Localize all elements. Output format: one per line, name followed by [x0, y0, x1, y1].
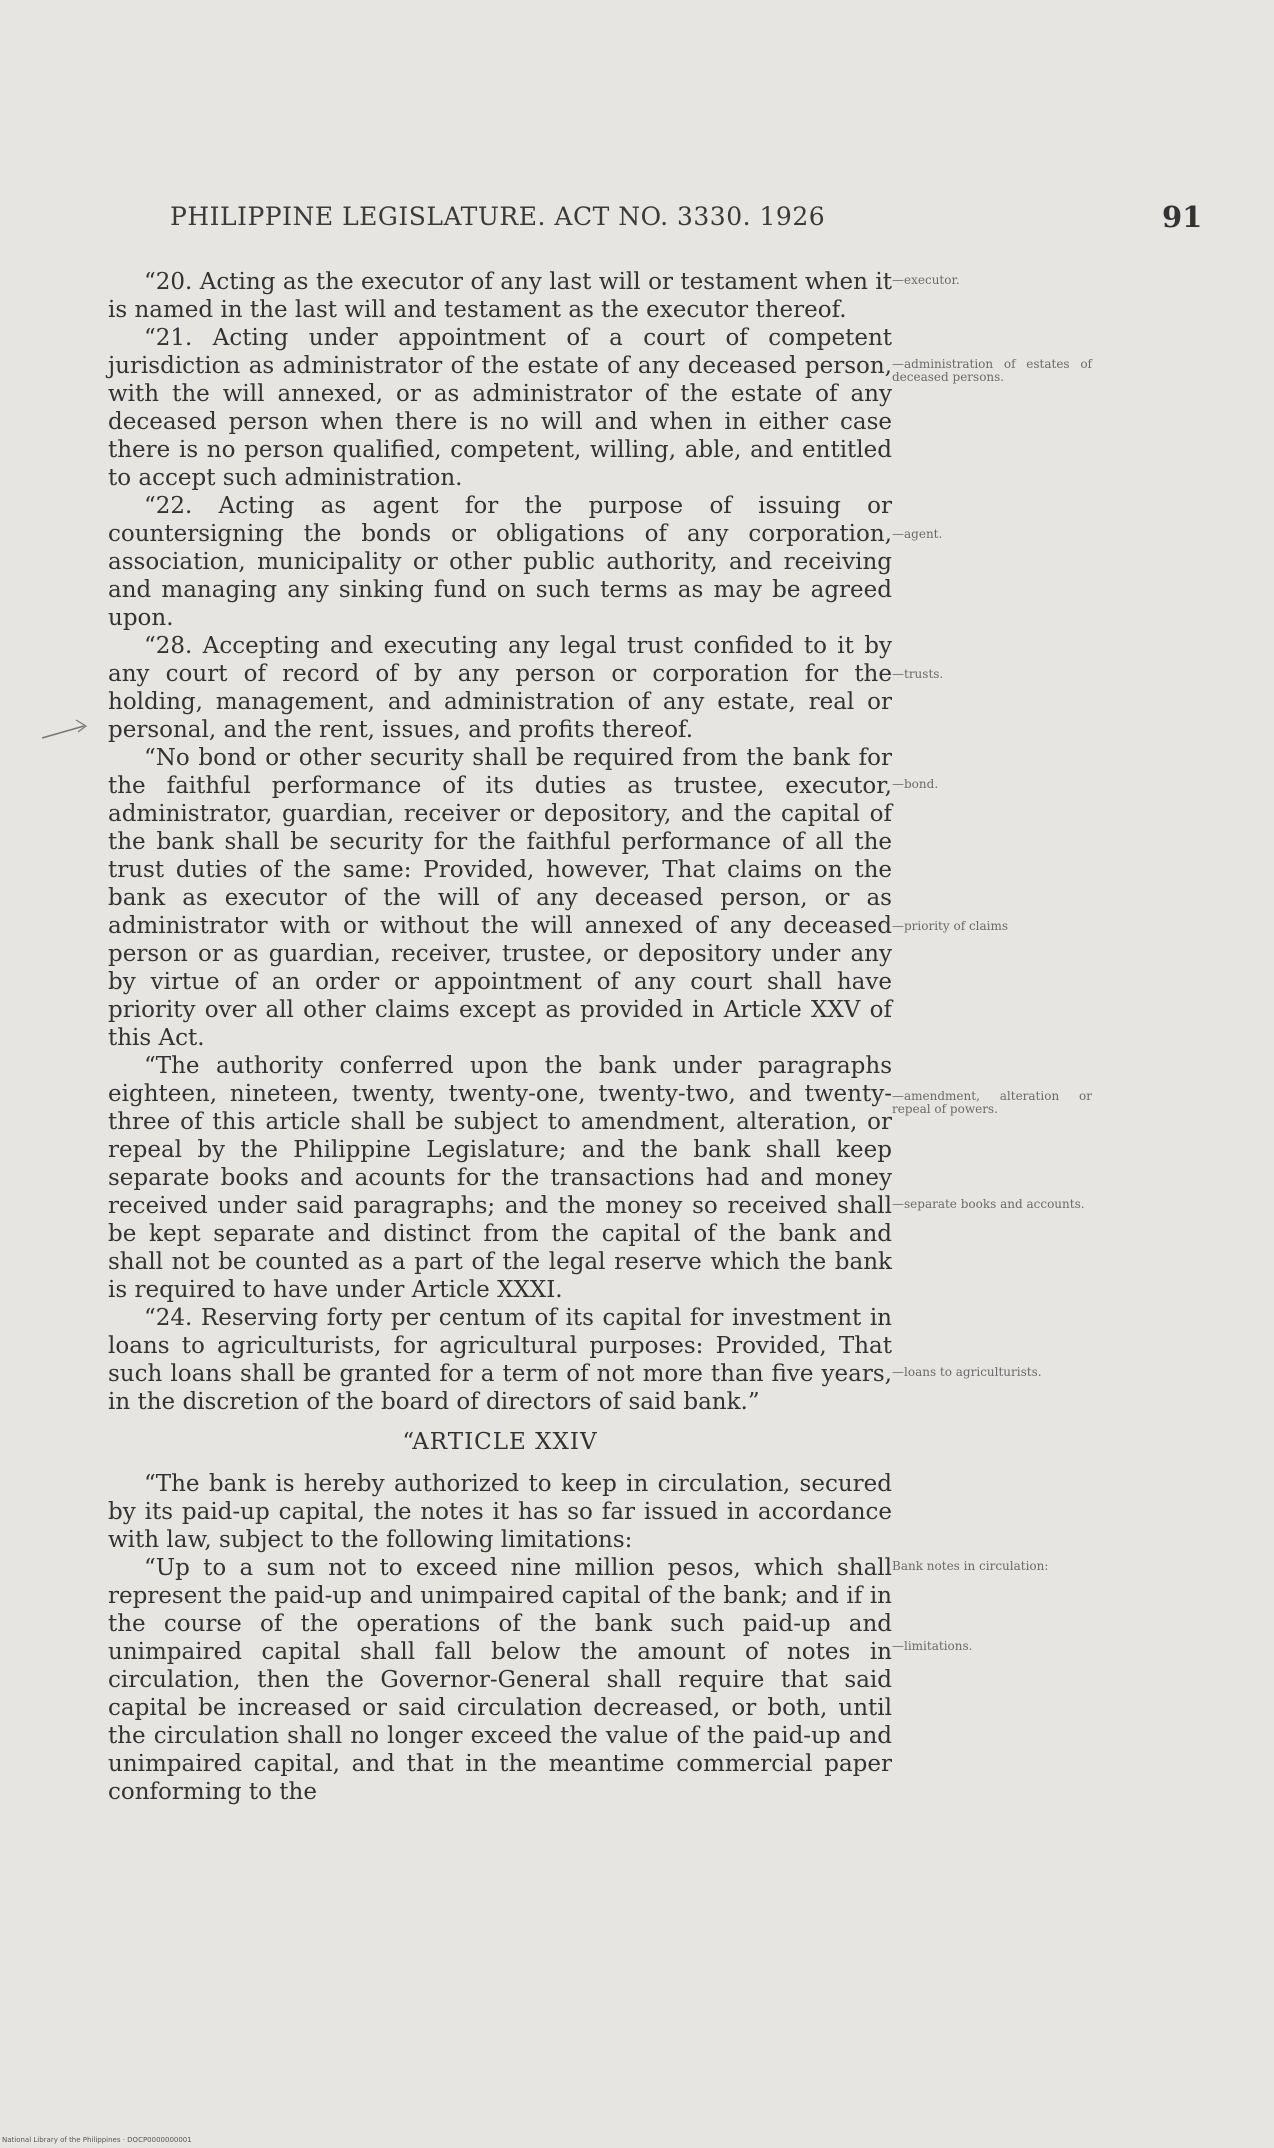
margin-note-limitations: —limitations. — [892, 1639, 973, 1653]
margin-note-executor: —executor. — [892, 273, 960, 287]
margin-note-amendment: —amendment, alteration or repeal of powers. — [892, 1089, 1092, 1116]
paragraph-circulation: “The bank is hereby authorized to keep in circulation, secured by its paid-up capital, the notes it has so far issued in accordance with law, subject to the following limitations: — [108, 1471, 892, 1553]
paragraph-limitations: “Up to a sum not to exceed nine million pesos, which shall represent the paid-up and unimpaired capital of the bank; and if in the course of the operations of the bank such paid-up and unimpaired capital shall fall below the amount of notes in circulation, then the Governor-General shall require that said capital be increased or said circulation decreased, or both, until the circulation shall no longer exceed the value of the paid-up and unimpaired capital, and that in the meantime commercial paper conforming to the — [108, 1555, 892, 1805]
paragraph-21: “21. Acting under appointment of a court of competent jurisdiction as administrator of the estate of any deceased person, with the will annexed, or as administrator of the estate of any deceased person when there is no will and when in either case there is no person qualified, competent, willing, able, and entitled to accept such administration. — [108, 325, 892, 491]
scan-imprint: National Library of the Philippines · DOCP0000000001 — [2, 2136, 192, 2144]
article-heading: “ARTICLE XXIV — [402, 1429, 598, 1455]
running-title: PHILIPPINE LEGISLATURE. ACT NO. 3330. 1926 — [170, 202, 826, 231]
paragraph-bond: “No bond or other security shall be required from the bank for the faithful performance of its duties as trustee, executor, administrator, guardian, receiver or depository, and the capital of the bank shall be security for the faithful performance of all the trust duties of the same: Provided, however, That claims on the bank as executor of the will of any deceased person, or as administrator with or without the will annexed of any deceased person or as guardian, receiver, trustee, or depository under any by virtue of an order or appointment of any court shall have priority over all other claims except as provided in Article XXV of this Act. — [108, 745, 892, 1051]
margin-note-administration: —administration of estates of deceased persons. — [892, 357, 1092, 384]
margin-note-trusts: —trusts. — [892, 667, 944, 681]
margin-note-bank-notes: Bank notes in circulation: — [892, 1559, 1049, 1573]
document-body — [108, 268, 892, 1806]
margin-note-priority: —priority of claims — [892, 919, 1009, 933]
paragraph-20: “20. Acting as the executor of any last will or testament when it is named in the last will and testament as the executor thereof. — [108, 269, 892, 323]
paragraph-22: “22. Acting as agent for the purpose of issuing or countersigning the bonds or obligations of any corporation, association, municipality or other public authority, and receiving and managing any sinking fund on such terms as may be agreed upon. — [108, 493, 892, 631]
page-number: 91 — [1162, 200, 1203, 234]
margin-note-separate-books: —separate books and accounts. — [892, 1197, 1085, 1211]
margin-note-loans: —loans to agriculturists. — [892, 1365, 1042, 1379]
paragraph-28: “28. Accepting and executing any legal trust confided to it by any court of record of by any person or corporation for the holding, management, and administration of any estate, real or personal, and the rent, issues, and profits thereof. — [108, 633, 892, 743]
margin-note-bond: —bond. — [892, 777, 939, 791]
paragraph-authority: “The authority conferred upon the bank under paragraphs eighteen, nineteen, twenty, twenty-one, twenty-two, and twenty-three of this article shall be subject to amendment, alteration, or repeal by the Philippine Legislature; and the bank shall keep separate books and acounts for the transactions had and money received under said paragraphs; and the money so received shall be kept separate and distinct from the capital of the bank and shall not be counted as a part of the legal reserve which the bank is required to have under Article XXXI. — [108, 1053, 892, 1303]
paragraph-24: “24. Reserving forty per centum of its capital for investment in loans to agriculturists, for agricultural purposes: Provided, That such loans shall be granted for a term of not more than five years, in the discretion of the board of directors of said bank.” — [108, 1305, 892, 1415]
margin-note-agent: —agent. — [892, 527, 943, 541]
pencil-arrow-mark — [40, 708, 100, 748]
